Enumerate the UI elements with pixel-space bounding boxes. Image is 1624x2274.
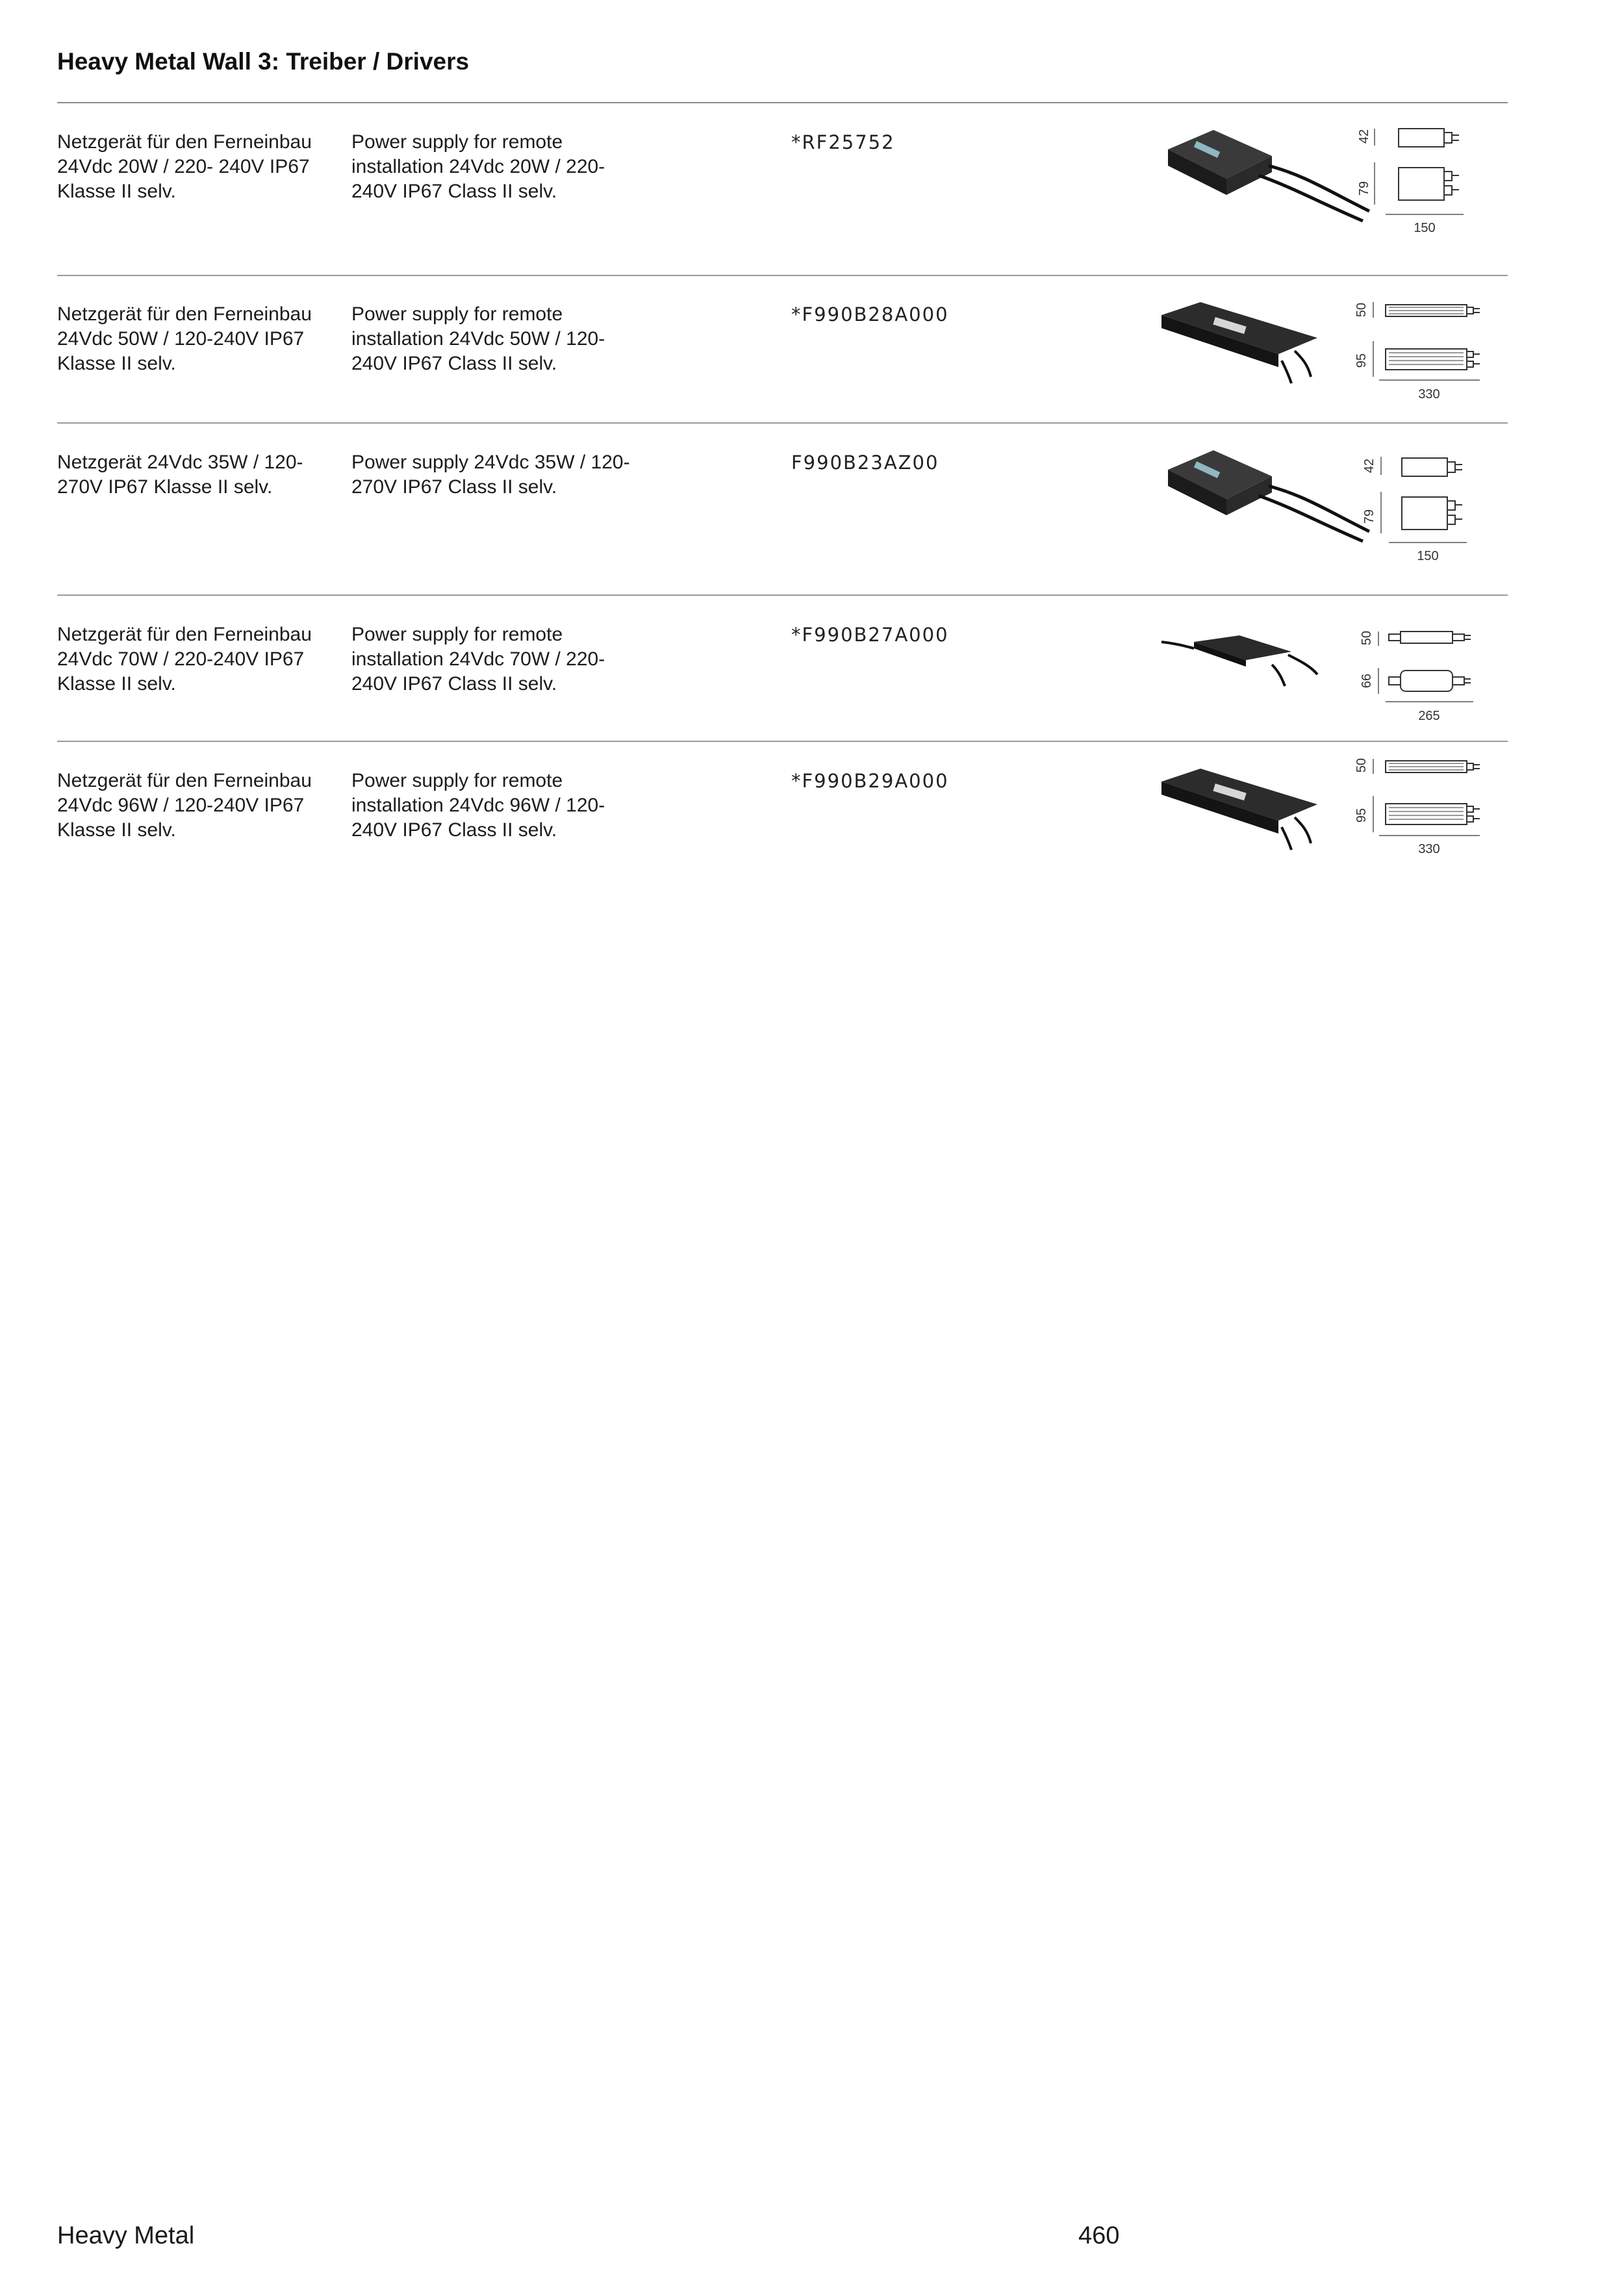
article-code: *F990B29A000 — [791, 770, 949, 792]
dimension-height-top: 50 — [1354, 758, 1369, 773]
description-german: Netzgerät 24Vdc 35W / 120-270V IP67 Klasse II selv. — [57, 452, 303, 498]
driver-photo-long — [1155, 769, 1389, 892]
dimension-height-bottom: 79 — [1362, 509, 1377, 524]
dimension-height-top: 42 — [1357, 129, 1371, 144]
dimension-height-bottom: 95 — [1354, 353, 1369, 368]
driver-photo-compact — [1155, 450, 1389, 574]
dimension-width: 150 — [1414, 221, 1436, 235]
description-english: Power supply for remote installation 24Vdc 70W / 220-240V IP67 Class II selv. — [351, 624, 605, 695]
row-divider — [57, 422, 1508, 424]
dimension-drawing — [1356, 296, 1564, 432]
description-english: Power supply for remote installation 24Vdc 50W / 120-240V IP67 Class II selv. — [351, 303, 605, 374]
row-divider — [57, 275, 1508, 276]
footer-collection-name: Heavy Metal — [57, 2222, 195, 2249]
dimension-width: 150 — [1417, 549, 1439, 563]
description-german: Netzgerät für den Ferneinbau 24Vdc 20W / 220- 240V IP67 Klasse II selv. — [57, 131, 312, 202]
dimension-drawing — [1354, 758, 1564, 899]
row-divider — [57, 594, 1508, 596]
driver-photo-long — [1155, 302, 1389, 426]
dimension-height-bottom: 66 — [1360, 673, 1374, 689]
dimension-width: 330 — [1418, 387, 1440, 402]
dimension-height-top: 50 — [1354, 302, 1369, 318]
dimension-height-top: 50 — [1360, 630, 1374, 646]
page-number: 460 — [1078, 2222, 1120, 2249]
description-german: Netzgerät für den Ferneinbau 24Vdc 50W / 120-240V IP67 Klasse II selv. — [57, 303, 312, 374]
title-divider — [57, 102, 1508, 103]
dimension-drawing — [1356, 444, 1564, 580]
article-code: *F990B27A000 — [791, 624, 949, 646]
dimension-width: 330 — [1418, 842, 1440, 856]
description-german: Netzgerät für den Ferneinbau 24Vdc 96W / 120-240V IP67 Klasse II selv. — [57, 770, 312, 841]
driver-photo-compact — [1155, 130, 1389, 253]
description-english: Power supply 24Vdc 35W / 120-270V IP67 Class II selv. — [351, 452, 630, 498]
description-english: Power supply for remote installation 24Vdc 96W / 120-240V IP67 Class II selv. — [351, 770, 605, 841]
page-title: Heavy Metal Wall 3: Treiber / Drivers — [57, 48, 470, 75]
dimension-height-bottom: 79 — [1357, 181, 1371, 196]
driver-photo-slim — [1155, 622, 1389, 746]
description-german: Netzgerät für den Ferneinbau 24Vdc 70W / 220-240V IP67 Klasse II selv. — [57, 624, 312, 695]
article-code: *F990B28A000 — [791, 303, 949, 326]
description-english: Power supply for remote installation 24Vdc 20W / 220-240V IP67 Class II selv. — [351, 131, 605, 202]
article-code: *RF25752 — [791, 131, 895, 153]
dimension-width: 265 — [1418, 709, 1440, 723]
row-divider — [57, 741, 1508, 742]
dimension-drawing — [1356, 616, 1564, 752]
dimension-height-top: 42 — [1362, 458, 1377, 474]
dimension-drawing — [1356, 123, 1564, 260]
dimension-height-bottom: 95 — [1354, 808, 1369, 823]
article-code: F990B23AZ00 — [791, 452, 939, 474]
